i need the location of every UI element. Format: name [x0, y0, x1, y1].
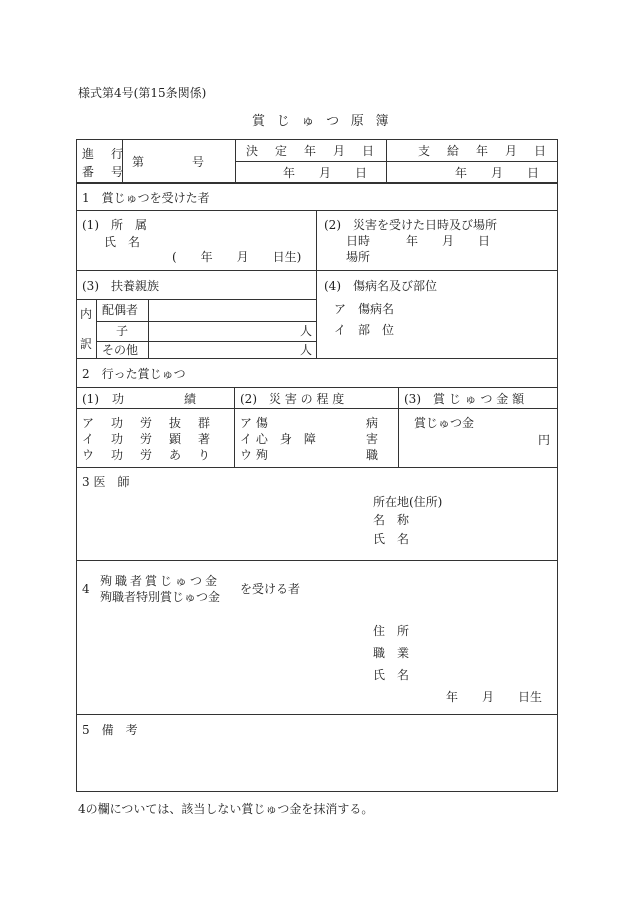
- recipient-address-label: 住 所: [373, 624, 410, 638]
- damage-item-right: 害: [366, 432, 379, 446]
- merit-header-no: (1): [82, 392, 99, 406]
- section-1-title: 1 賞じゅつを受けた者: [82, 191, 210, 205]
- footnote: 4の欄については、該当しない賞じゅつ金を抹消する。: [78, 802, 374, 816]
- recipient-suffix: を受ける者: [240, 582, 301, 596]
- payment-date-header: 支 給 年 月 日: [418, 144, 553, 158]
- child-label: 子: [116, 324, 129, 338]
- injury-name-item: ア 傷病名: [334, 302, 395, 316]
- section-4-number: 4: [82, 582, 90, 596]
- amount-unit: 円: [538, 433, 551, 447]
- seq-label-1: 進 行: [82, 147, 130, 161]
- injury-label: (4) 傷病名及び部位: [324, 279, 437, 293]
- merit-item[interactable]: イ 功 労 顕 著: [82, 432, 217, 446]
- damage-item-right: 職: [366, 448, 379, 462]
- breakdown-label-2: 訳: [80, 337, 93, 351]
- damage-item-left[interactable]: ア 傷: [240, 416, 268, 430]
- recipient-birth-date-field[interactable]: 年 月 日生: [446, 690, 543, 704]
- birth-date-field[interactable]: ( 年 月 日生): [172, 250, 302, 264]
- disaster-date-field[interactable]: 年 月 日: [406, 234, 491, 248]
- doctor-name-label: 氏 名: [373, 532, 410, 546]
- name-label: 氏 名: [104, 235, 141, 249]
- merit-item[interactable]: ウ 功 労 あ り: [82, 448, 217, 462]
- recipient-job-label: 職 業: [373, 646, 410, 660]
- amount-header: (3) 賞 じ ゅ つ 金 額: [404, 392, 525, 406]
- decision-date-header: 決 定 年 月 日: [246, 144, 381, 158]
- page-title: 賞じゅつ原簿: [252, 114, 401, 129]
- disaster-datetime-label: 日時: [346, 234, 371, 248]
- recipient-type-2[interactable]: 殉職者特別賞じゅつ金: [100, 590, 221, 604]
- disaster-label: (2) 災害を受けた日時及び場所: [324, 218, 497, 232]
- doctor-address-label: 所在地(住所): [373, 495, 443, 509]
- doctor-facility-label: 名 称: [373, 513, 410, 527]
- merit-header: 功 績: [112, 392, 197, 406]
- damage-item-left[interactable]: ウ 殉: [240, 448, 268, 462]
- section-2-title: 2 行った賞じゅつ: [82, 367, 186, 381]
- dependents-label: (3) 扶養親族: [82, 279, 159, 293]
- injury-part-item: イ 部 位: [334, 323, 395, 337]
- affiliation-label: (1) 所 属: [82, 218, 147, 232]
- section-3-title: 3 医 師: [82, 475, 130, 489]
- disaster-place-label: 場所: [346, 250, 371, 264]
- payment-date-field[interactable]: 年 月 日: [455, 166, 540, 180]
- other-label: その他: [102, 343, 139, 357]
- child-unit: 人: [300, 324, 313, 338]
- amount-label: 賞じゅつ金: [414, 416, 475, 430]
- recipient-type-1[interactable]: 殉職者賞じゅつ金: [100, 574, 221, 588]
- damage-item-left[interactable]: イ 心 身 障: [240, 432, 316, 446]
- number-field[interactable]: 第 号: [132, 155, 205, 169]
- merit-item[interactable]: ア 功 労 抜 群: [82, 416, 217, 430]
- damage-header: (2) 災 害 の 程 度: [240, 392, 345, 406]
- other-unit: 人: [300, 343, 313, 357]
- breakdown-label-1: 内: [80, 307, 93, 321]
- section-5-title: 5 備 考: [82, 723, 138, 737]
- spouse-label: 配偶者: [102, 303, 139, 317]
- damage-item-right: 病: [366, 416, 379, 430]
- decision-date-field[interactable]: 年 月 日: [283, 166, 368, 180]
- recipient-name-label: 氏 名: [373, 668, 410, 682]
- seq-label-2: 番 号: [82, 165, 130, 179]
- form-number: 様式第4号(第15条関係): [78, 86, 207, 100]
